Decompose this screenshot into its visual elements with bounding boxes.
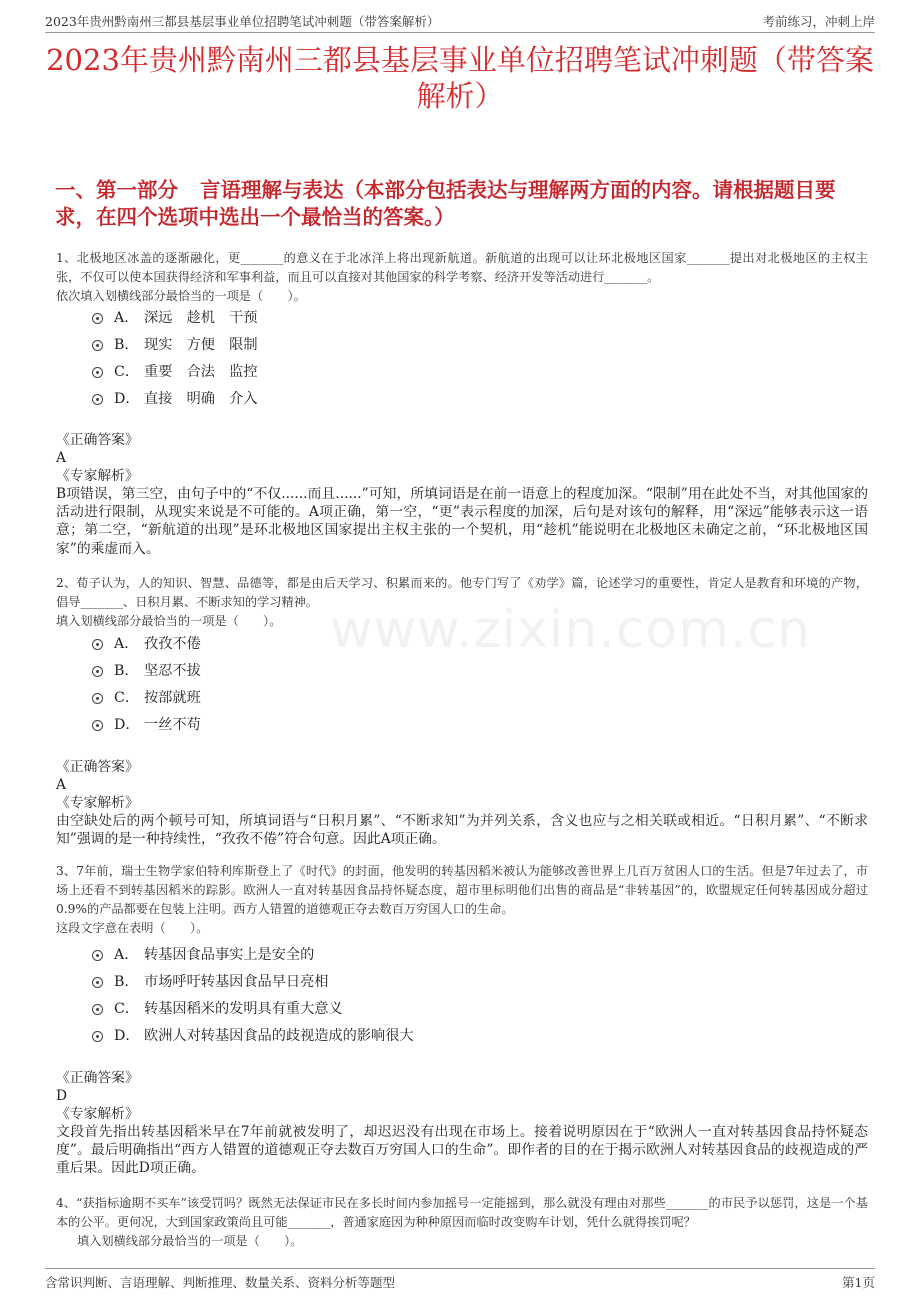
question-text: 1、北极地区冰盖的逐渐融化，更_______的意义在于北冰洋上将出现新航道。新航道的出现可以让环北极地区国家_______提出对北极地区的主权主张，不仅可以使本国获得经济和军事利益，而且可以直接对其他国家的科学考察、经济开发等活动进行_______。	[56, 251, 868, 284]
running-footer	[45, 1268, 875, 1291]
analysis-text: 由空缺处后的两个顿号可知，所填词语与“日积月累”、“不断求知”为并列关系，含义也应与之相关联或相近。“日积月累”、“不断求知”强调的是一种持续性，“孜孜不倦”符合句意。因此A项正确。	[56, 813, 868, 848]
option-text: 直接 明确 介入	[144, 391, 258, 407]
document-title: 2023年贵州黔南州三都县基层事业单位招聘笔试冲刺题（带答案解析）	[46, 43, 874, 113]
answer-value: D	[56, 1088, 68, 1104]
option-text: 欧洲人对转基因食品的歧视造成的影响很大	[144, 1028, 414, 1044]
analysis-label: 《专家解析》	[56, 795, 139, 811]
radio-icon[interactable]	[92, 313, 103, 324]
question-text: 2、荀子认为，人的知识、智慧、品德等，都是由后天学习、积累而来的。他专门写了《劝学》篇，论述学习的重要性，肯定人是教育和环境的产物，倡导_______、日积月累、不断求知的学习精神。	[56, 576, 868, 609]
radio-icon[interactable]	[92, 1031, 103, 1042]
question-prompt: 填入划横线部分最恰当的一项是（ ）。	[77, 1234, 303, 1248]
option-text: 深远 趁机 干预	[144, 310, 258, 326]
answer-label: 《正确答案》	[56, 1070, 139, 1086]
question-text: 3、7年前，瑞士生物学家伯特利库斯登上了《时代》的封面，他发明的转基因稻米被认为能够改善世界上几百万贫困人口的生活。但是7年过去了，市场上还看不到转基因稻米的踪影。欧洲人一直对转基因食品持怀疑态度，超市里标明他们出售的商品是“非转基因”的，欧盟规定任何转基因成分超过0.9%的产品都要在包装上注明。西方人错置的道德观正夺去数百万穷国人口的生命。	[56, 864, 868, 916]
radio-icon[interactable]	[92, 394, 103, 405]
question-prompt: 填入划横线部分最恰当的一项是（ ）。	[56, 614, 282, 628]
watermark: www.zixin.com.cn	[330, 600, 811, 660]
section-description: 言语理解与表达（本部分包括表达与理解两方面的内容。请根据题目要求，在四个选项中选出一个最恰当的答案。）	[55, 178, 836, 229]
question-3-solution	[56, 1069, 868, 1178]
answer-label: 《正确答案》	[56, 759, 139, 775]
option-text: 坚忍不拔	[144, 663, 201, 679]
analysis-text: 文段首先指出转基因稻米早在7年前就被发明了，却迟迟没有出现在市场上。接着说明原因在于“欧洲人一直对转基因食品持怀疑态度”。最后明确指出“西方人错置的道德观正夺去数百万穷国人口的生命”。即作者的目的在于揭示欧洲人对转基因食品的歧视造成的严重后果。因此D项正确。	[56, 1124, 868, 1177]
analysis-text: B项错误，第三空，由句子中的“不仅......而且......”可知，所填词语是在前一语意上的程度加深。“限制”用在此处不当，对其他国家的活动进行限制，从现实来说是不可能的。A项正确，第一空，“更”表示程度的加深，后句是对该句的解释，用“深远”能够表示这一语意；第二空，“新航道的出现”是环北极地区国家提出主权主张的一个契机，用“趁机”能说明在北极地区未确定之前，“环北极地区国家”的乘虚而入。	[56, 486, 868, 557]
answer-value: A	[56, 777, 66, 793]
option-text: 一丝不苟	[144, 717, 201, 733]
question-4	[56, 1194, 868, 1251]
answer-label: 《正确答案》	[56, 432, 139, 448]
radio-icon[interactable]	[92, 693, 103, 704]
radio-icon[interactable]	[92, 639, 103, 650]
question-prompt: 依次填入划横线部分最恰当的一项是（ ）。	[56, 289, 306, 303]
option-text: 按部就班	[144, 690, 201, 706]
radio-icon[interactable]	[92, 720, 103, 731]
radio-icon[interactable]	[92, 340, 103, 351]
answer-value: A	[56, 450, 66, 466]
question-1	[56, 249, 868, 306]
header-slogan: 考前练习，冲刺上岸	[762, 14, 875, 29]
header-doc-title: 2023年贵州黔南州三都县基层事业单位招聘笔试冲刺题（带答案解析）	[45, 14, 440, 29]
option-text: 市场呼吁转基因食品早日亮相	[144, 974, 329, 990]
radio-icon[interactable]	[92, 950, 103, 961]
radio-icon[interactable]	[92, 666, 103, 677]
question-1-solution	[56, 431, 868, 558]
question-2	[56, 574, 868, 631]
running-header	[45, 10, 875, 33]
question-text: 4、“获指标逾期不买车”该受罚吗？既然无法保证市民在多长时间内参加摇号一定能摇到，那么就没有理由对那些_______的市民予以惩罚，这是一个基本的公平。更何况，大到国家政策尚且可能_______，普通家庭因为种种原因而临时改变购车计划，凭什么就得挨罚呢？	[56, 1196, 868, 1229]
page-number: 第1页	[842, 1275, 875, 1290]
option-text: 现实 方便 限制	[144, 337, 258, 353]
question-2-solution	[56, 758, 868, 848]
radio-icon[interactable]	[92, 367, 103, 378]
option-text: 转基因稻米的发明具有重大意义	[144, 1001, 343, 1017]
section-number: 一、第一部分	[55, 178, 178, 202]
footer-topics: 含常识判断、言语理解、判断推理、数量关系、资料分析等题型	[45, 1275, 396, 1290]
question-prompt: 这段文字意在表明（ ）。	[56, 921, 209, 935]
analysis-label: 《专家解析》	[56, 468, 139, 484]
question-3	[56, 862, 868, 938]
analysis-label: 《专家解析》	[56, 1106, 139, 1122]
section-heading	[55, 177, 870, 231]
radio-icon[interactable]	[92, 1004, 103, 1015]
option-text: 转基因食品事实上是安全的	[144, 947, 315, 963]
radio-icon[interactable]	[92, 977, 103, 988]
option-text: 重要 合法 监控	[144, 364, 258, 380]
option-text: 孜孜不倦	[144, 636, 201, 652]
